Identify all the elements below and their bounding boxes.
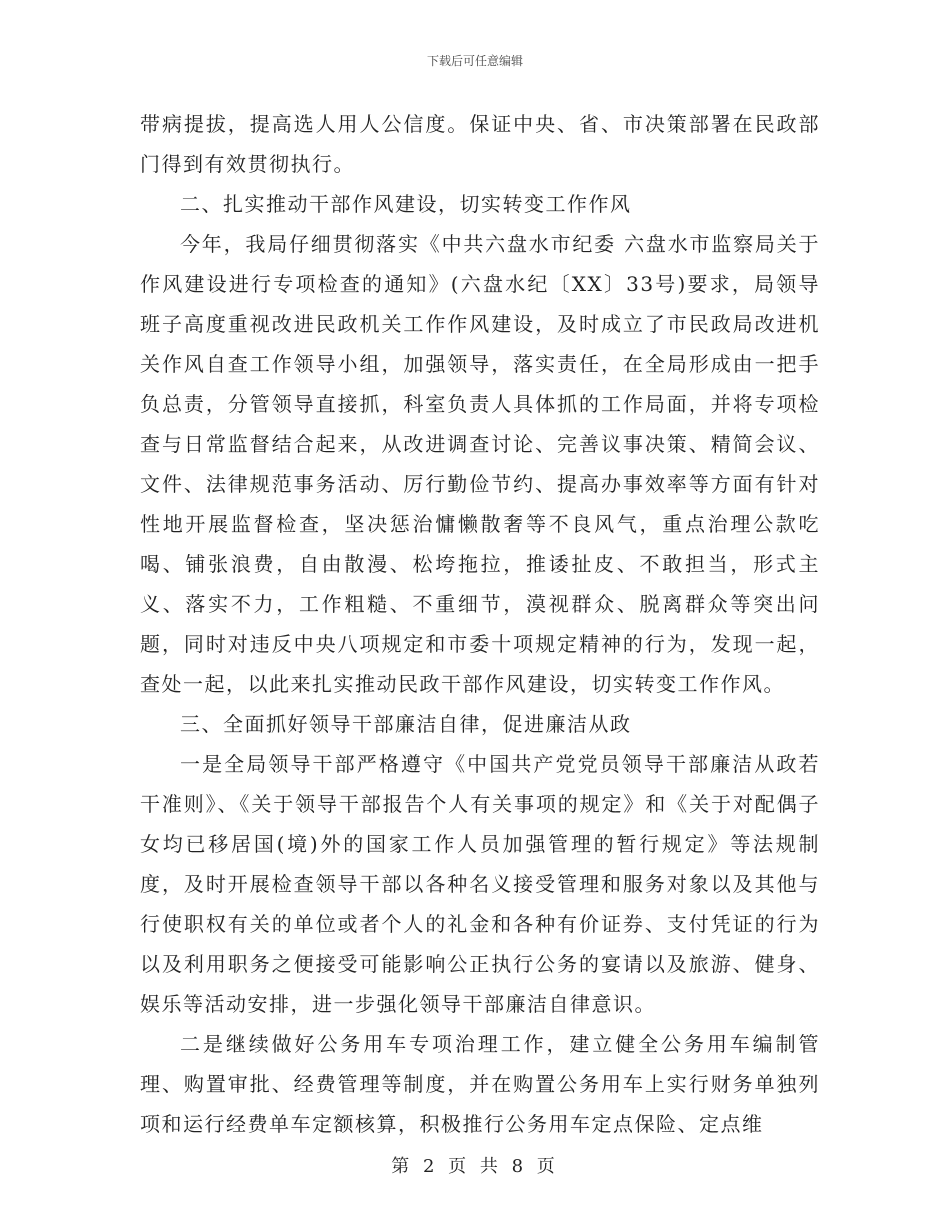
document-body	[140, 104, 820, 1144]
section-heading-3: 三、全面抓好领导干部廉洁自律，促进廉洁从政	[180, 712, 632, 736]
page-header-note: 下载后可任意编辑	[426, 54, 523, 68]
paragraph-continuation: 带病提拔，提高选人用人公信度。保证中央、省、市决策部署在民政部门得到有效贯彻执行。	[140, 112, 820, 176]
paragraph-official-vehicles: 二是继续做好公务用车专项治理工作，建立健全公务用车编制管理、购置审批、经费管理等制度，并在购置公务用车上实行财务单独列项和运行经费单车定额核算，积极推行公务用车定点保险、定点维	[140, 1032, 820, 1136]
section-heading-2: 二、扎实推动干部作风建设，切实转变工作作风	[180, 192, 632, 216]
page-number: 第 2 页 共 8 页	[391, 1156, 559, 1177]
paragraph-self-discipline: 一是全局领导干部严格遵守《中国共产党党员领导干部廉洁从政若干准则》、《关于领导干部报告个人有关事项的规定》和《关于对配偶子女均已移居国(境)外的国家工作人员加强管理的暂行规定》等法规制度，及时开展检查领导干部以各种名义接受管理和服务对象以及其他与行使职权有关的单位或者个人的礼金和各种有价证券、支付凭证的行为以及利用职务之便接受可能影响公正执行公务的宴请以及旅游、健身、娱乐等活动安排，进一步强化领导干部廉洁自律意识。	[140, 752, 820, 1016]
paragraph-work-style: 今年，我局仔细贯彻落实《中共六盘水市纪委 六盘水市监察局关于作风建设进行专项检查的通知》(六盘水纪〔XX〕33号)要求，局领导班子高度重视改进民政机关工作作风建设，及时成立了市民政局改进机关作风自查工作领导小组，加强领导，落实责任，在全局形成由一把手负总责，分管领导直接抓，科室负责人具体抓的工作局面，并将专项检查与日常监督结合起来，从改进调查讨论、完善议事决策、精简会议、文件、法律规范事务活动、厉行勤俭节约、提高办事效率等方面有针对性地开展监督检查，坚决惩治慵懒散奢等不良风气，重点治理公款吃喝、铺张浪费，自由散漫、松垮拖拉，推诿扯皮、不敢担当，形式主义、落实不力，工作粗糙、不重细节，漠视群众、脱离群众等突出问题，同时对违反中央八项规定和市委十项规定精神的行为，发现一起，查处一起，以此来扎实推动民政干部作风建设，切实转变工作作风。	[140, 232, 820, 696]
